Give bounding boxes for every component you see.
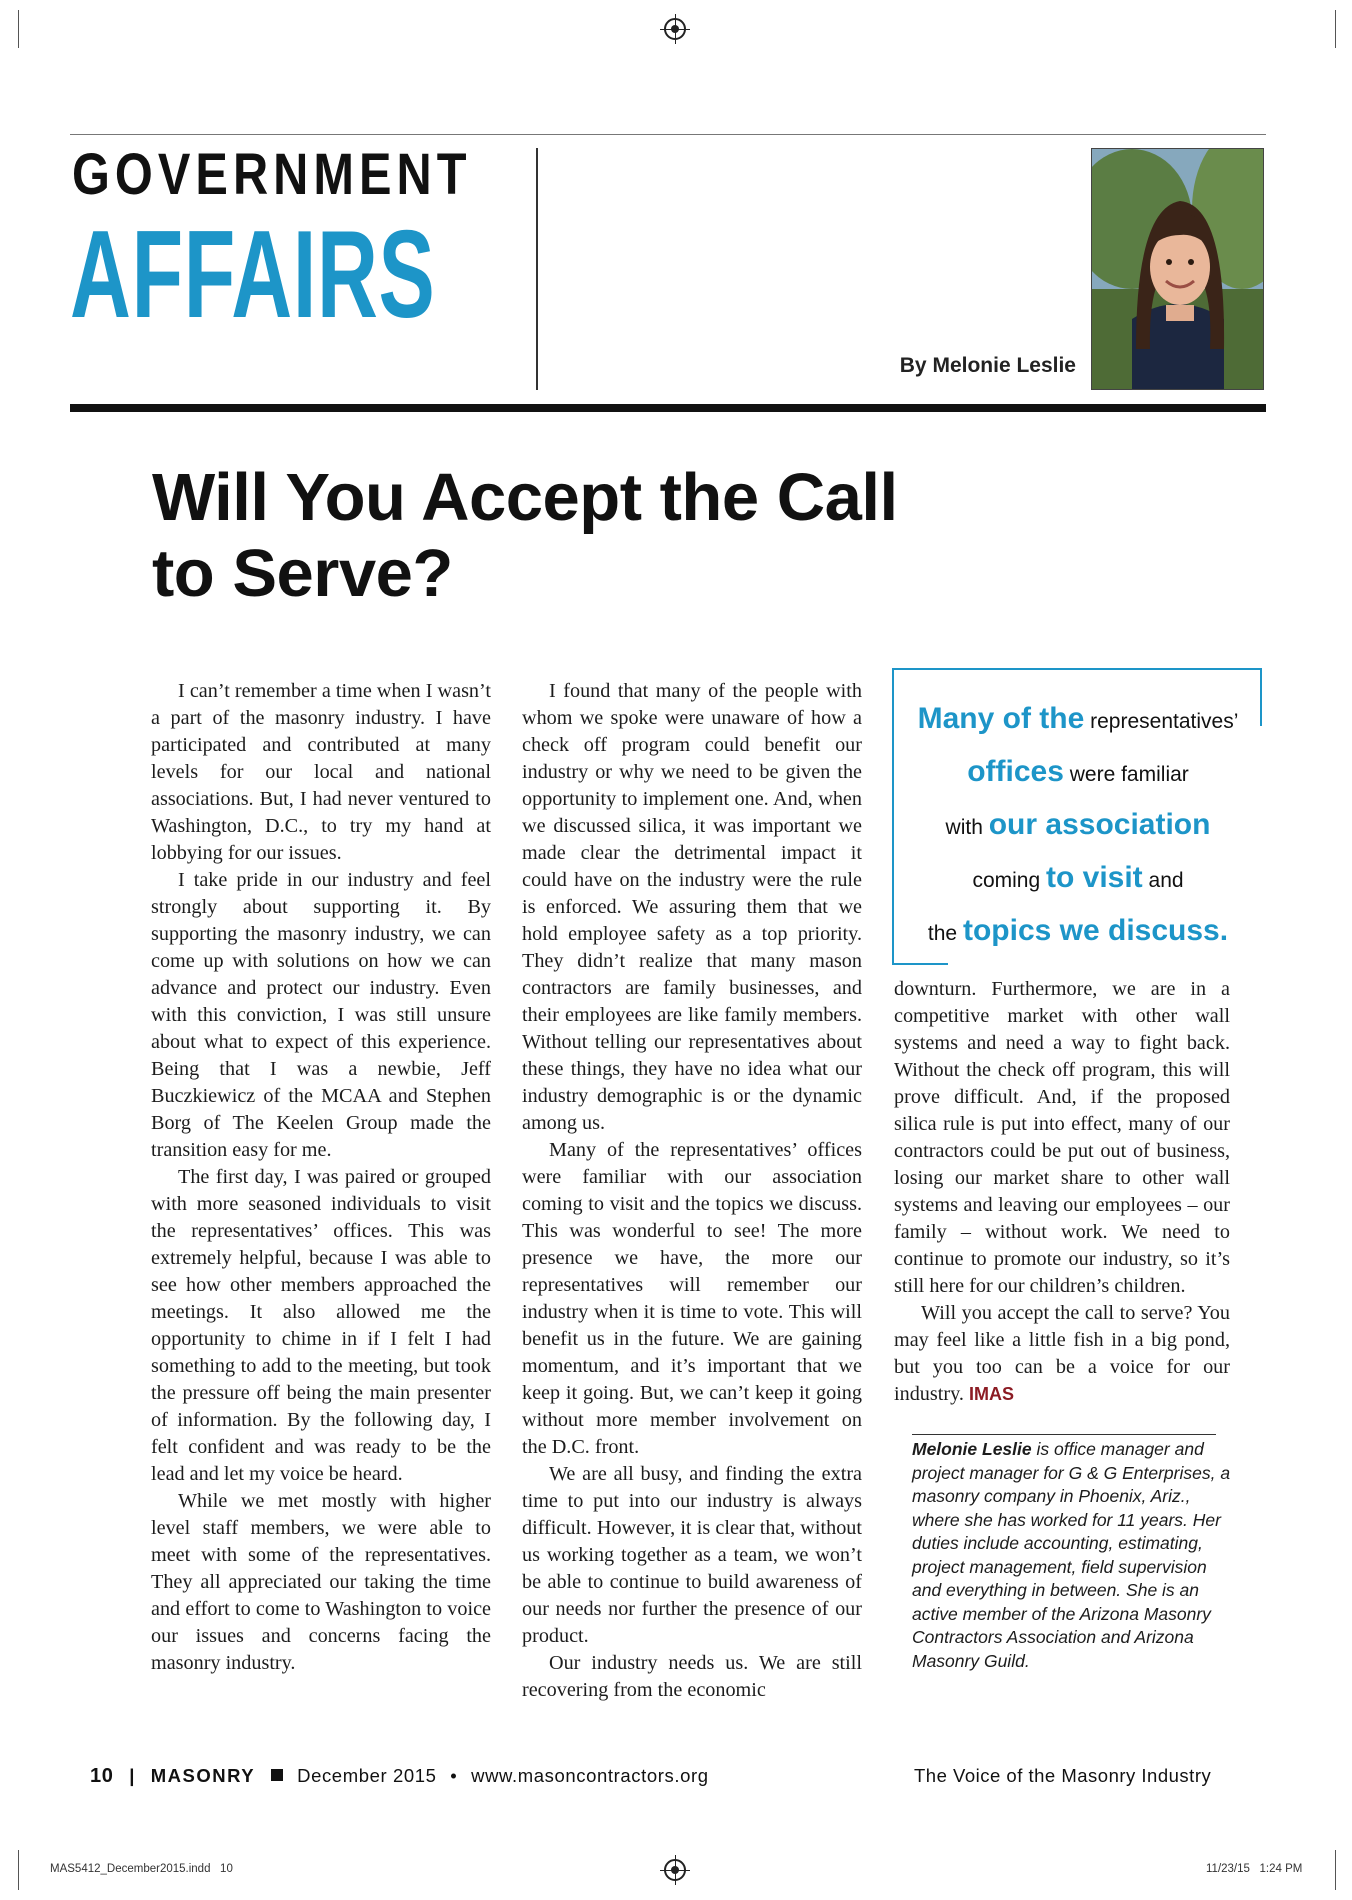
headline [152, 460, 1052, 612]
footer-tagline: The Voice of the Masonry Industry [914, 1765, 1212, 1786]
crop-mark-top-right [1335, 10, 1336, 48]
paragraph: downturn. Furthermore, we are in a competitive market with other wall systems and need a way to fight back. Without the check off program, this will prove difficult. And, if the proposed silica rule is put into effect, many of our contractors could be put out of business, losing our market share to other wall systems and leaving our employees – our family – without work. We need to continue to promote our industry, so it’s still here for our children’s children. [894, 978, 1230, 1297]
registration-mark-top-icon [664, 18, 686, 40]
section-kicker-affairs: AFFAIRS [70, 206, 436, 344]
bio-rule [912, 1434, 1216, 1435]
end-mark: IMAS [968, 1384, 1014, 1404]
header-bottom-rule [70, 404, 1266, 412]
registration-mark-bottom-icon [664, 1859, 686, 1881]
square-bullet-icon [271, 1769, 283, 1781]
paragraph: Our industry needs us. We are still recovering from the economic [522, 1652, 862, 1701]
footer-bullet: • [450, 1765, 458, 1786]
paragraph: I can’t remember a time when I wasn’t a part of the masonry industry. I have participated and contributed at many levels for our local and national associations. But, I had never ventured to Washington, D.C., to try my hand at lobbying for our issues. [151, 680, 491, 864]
page-footer [90, 1765, 709, 1788]
paragraph: We are all busy, and finding the extra time to put into our industry is always difficult. However, it is clear that, without us working together as a team, we won’t be able to continue to build awareness of our needs nor further the presence of our product. [522, 1463, 862, 1647]
headline-line-2: to Serve? [152, 536, 453, 611]
headline-line-1: Will You Accept the Call [152, 460, 898, 535]
footer-separator: | [129, 1765, 135, 1786]
pullquote-line: with our association [945, 808, 1211, 841]
article-column-2 [522, 678, 862, 1704]
pullquote-line: Many of the representatives’ [917, 702, 1239, 735]
website-link[interactable]: www.masoncontractors.org [471, 1765, 709, 1786]
author-portrait-icon [1092, 149, 1264, 390]
pullquote-border-bottom [892, 963, 948, 965]
pullquote-border-top [892, 668, 1262, 670]
header-top-rule [70, 134, 1266, 135]
bio-name: Melonie Leslie [912, 1439, 1032, 1459]
pullquote-line: coming to visit and [972, 861, 1184, 894]
author-bio [912, 1438, 1232, 1673]
bio-text: is office manager and project manager for G & G Enterprises, a masonry company in Phoenix, Ariz., where she has worked for 11 years. Her duties include accounting, estimating, project management, field supervision and everything in between. She is an active member of the Arizona Masonry Contractors Association and Arizona Masonry Guild. [912, 1439, 1231, 1671]
byline: By Melonie Leslie [899, 354, 1076, 377]
paragraph: The first day, I was paired or grouped with more seasoned individuals to visit the representatives’ offices. This was extremely helpful, because I was able to see how other members approached the meetings. It also allowed me the opportunity to chime in if I felt I had something to add to the meeting, but took the pressure off being the main presenter of information. By the following day, I felt confident and was ready to be the lead and let my voice be heard. [151, 1166, 491, 1485]
pullquote-line: offices were familiar [967, 755, 1189, 788]
section-kicker-government: GOVERNMENT [72, 142, 472, 207]
magazine-name: MASONRY [150, 1765, 256, 1786]
pullquote-line: the topics we discuss. [927, 914, 1229, 947]
article-column-1 [151, 678, 491, 1677]
file-slug: MAS5412_December2015.indd 10 [50, 1863, 233, 1875]
page-number: 10 [90, 1765, 114, 1787]
file-timestamp: 11/23/15 1:24 PM [1206, 1863, 1303, 1875]
paragraph: I found that many of the people with whom we spoke were unaware of how a check off program could benefit our industry or why we need to be given the opportunity to implement one. And, when we discussed silica, it was important we made clear the detrimental impact it could have on the industry were the rule is enforced. We assuring them that we hold employee safety as a top priority. They didn’t realize that many mason contractors are family businesses, and their employees are like family members. Without telling our representatives about these things, they have no idea what our industry demographic is or the dynamic among us. [522, 680, 862, 1134]
paragraph: I take pride in our industry and feel strongly about supporting it. By supporting the masonry industry, we can come up with solutions on how we can advance and protect our industry. Even with this conviction, I was still unsure about what to expect of this experience. Being that I was a newbie, Jeff Buczkiewicz of the MCAA and Stephen Borg of The Keelen Group made the transition easy for me. [151, 869, 491, 1161]
pullquote [898, 694, 1258, 959]
header-divider [536, 148, 538, 390]
author-photo [1091, 148, 1264, 390]
issue-date: December 2015 [297, 1765, 437, 1786]
paragraph: Will you accept the call to serve? You may feel like a little fish in a big pond, but you too can be a voice for our industry. IMAS [894, 1302, 1230, 1405]
crop-mark-bottom-right [1335, 1850, 1336, 1890]
paragraph: While we met mostly with higher level staff members, we were able to meet with some of the representatives. They all appreciated our taking the time and effort to come to Washington to voice our issues and concerns facing the masonry industry. [151, 1490, 491, 1674]
article-column-3 [894, 976, 1230, 1408]
crop-mark-bottom-left [18, 1850, 19, 1890]
pullquote-border-left [892, 668, 894, 965]
pullquote-border-right [1260, 668, 1262, 726]
paragraph: Many of the representatives’ offices were familiar with our association coming to visit and the topics we discuss. This was wonderful to see! The more presence we have, the more our representatives will remember our industry when it is time to vote. This will benefit us in the future. We are gaining momentum, and it’s important that we keep it going. But, we can’t keep it going without more member involvement on the D.C. front. [522, 1139, 862, 1458]
crop-mark-top-left [18, 10, 19, 48]
